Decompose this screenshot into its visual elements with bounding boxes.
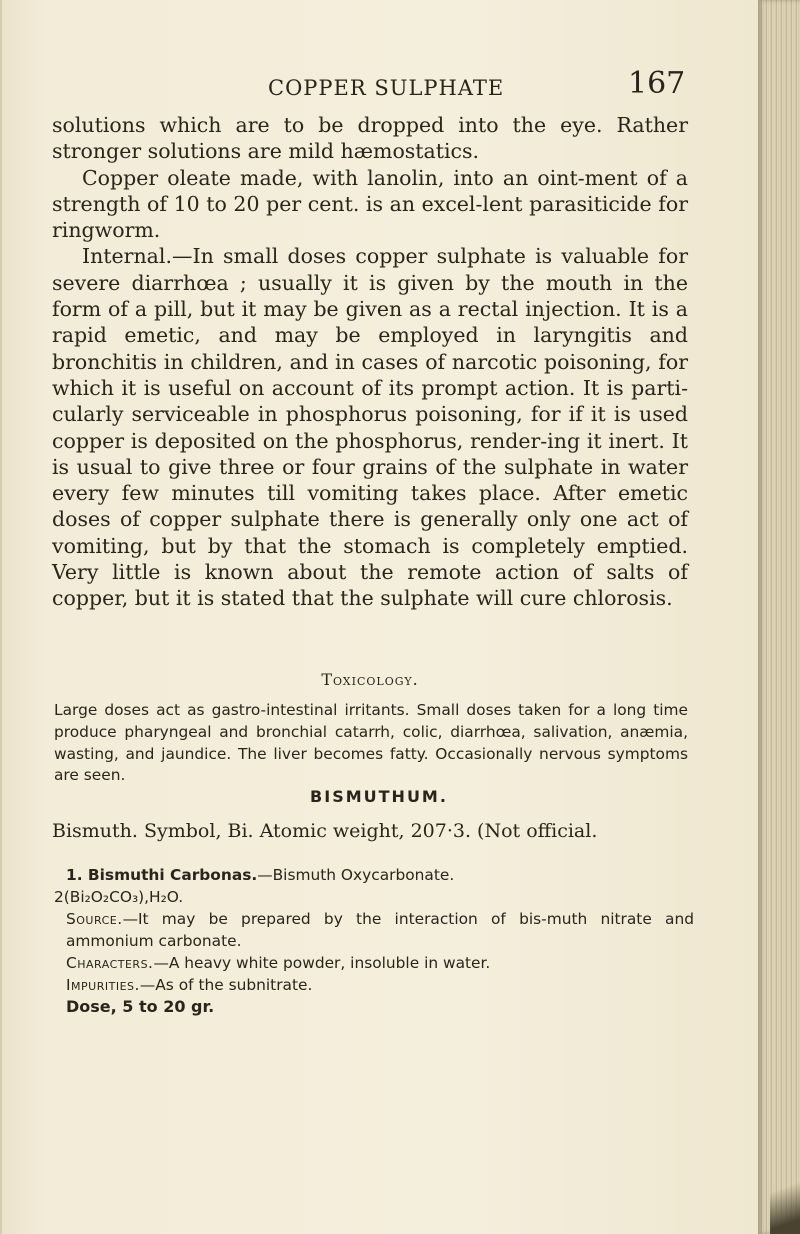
impurities-text: —As of the subnitrate. [139, 976, 313, 994]
paragraph: Internal.—In small doses copper sulphate is valuable for severe diarrhœa ; usually it is given by the mouth in the form of a pill, but it may be given as a rectal injection. It is a rapid emetic, and may be employed in laryngitis and bronchitis in children, and in cases of narcotic poisoning, for which it is useful on account of its prompt action. It is parti-cularly serviceable in phosphorus poisoning, for if it is used copper is deposited on the phosphorus, render-ing it inert. It is usual to give three or four grains of the sulphate in water every few minutes till vomiting takes place. After emetic doses of copper sulphate there is generally only one act of vomiting, but by that the stomach is completely emptied. Very little is known about the remote action of salts of copper, but it is stated that the sulphate will cure chlorosis. [52, 244, 688, 611]
entry-source [54, 908, 694, 952]
characters-text: —A heavy white powder, insoluble in water. [153, 954, 491, 972]
page-corner-shadow [770, 1170, 800, 1234]
running-title: COPPER SULPHATE [268, 76, 505, 100]
entry-dose: Dose, 5 to 20 gr. [66, 997, 215, 1016]
page-header [268, 66, 688, 106]
section-title: BISMUTHUM. [310, 787, 448, 806]
page-number: 167 [628, 66, 686, 101]
element-line: Bismuth. Symbol, Bi. Atomic weight, 207·3. (Not official. [52, 820, 598, 842]
source-text: —It may be prepared by the interaction of bis-muth nitrate and ammonium carbonate. [66, 910, 694, 950]
impurities-label: Impurities. [66, 976, 140, 994]
entry-characters [54, 952, 694, 974]
characters-label: Characters. [66, 954, 154, 972]
entry-formula: 2(Bi₂O₂CO₃),H₂O. [54, 888, 184, 906]
paragraph: Copper oleate made, with lanolin, into an oint-ment of a strength of 10 to 20 per cent. is an excel-lent parasiticide for ringworm. [52, 165, 688, 243]
entry-rest: —Bismuth Oxycarbonate. [257, 866, 455, 884]
entry-impurities [54, 974, 694, 996]
toxicology-heading: Toxicology. [321, 670, 419, 689]
toxicology-text: Large doses act as gastro-intestinal irritants. Small doses taken for a long time produce pharyngeal and bronchial catarrh, colic, diarrhœa, salivation, anæmia, wasting, and jaundice. The liver becomes fatty. Occasionally nervous symptoms are seen. [54, 701, 688, 785]
page-edge-strip [758, 0, 800, 1234]
entry-heading [54, 864, 694, 886]
main-text [52, 112, 688, 612]
paragraph: solutions which are to be dropped into the eye. Rather stronger solutions are mild hæmostatics. [52, 113, 688, 164]
source-label: Source. [66, 910, 123, 928]
drug-entry [54, 864, 694, 1018]
entry-title: 1. Bismuthi Carbonas. [66, 866, 258, 884]
